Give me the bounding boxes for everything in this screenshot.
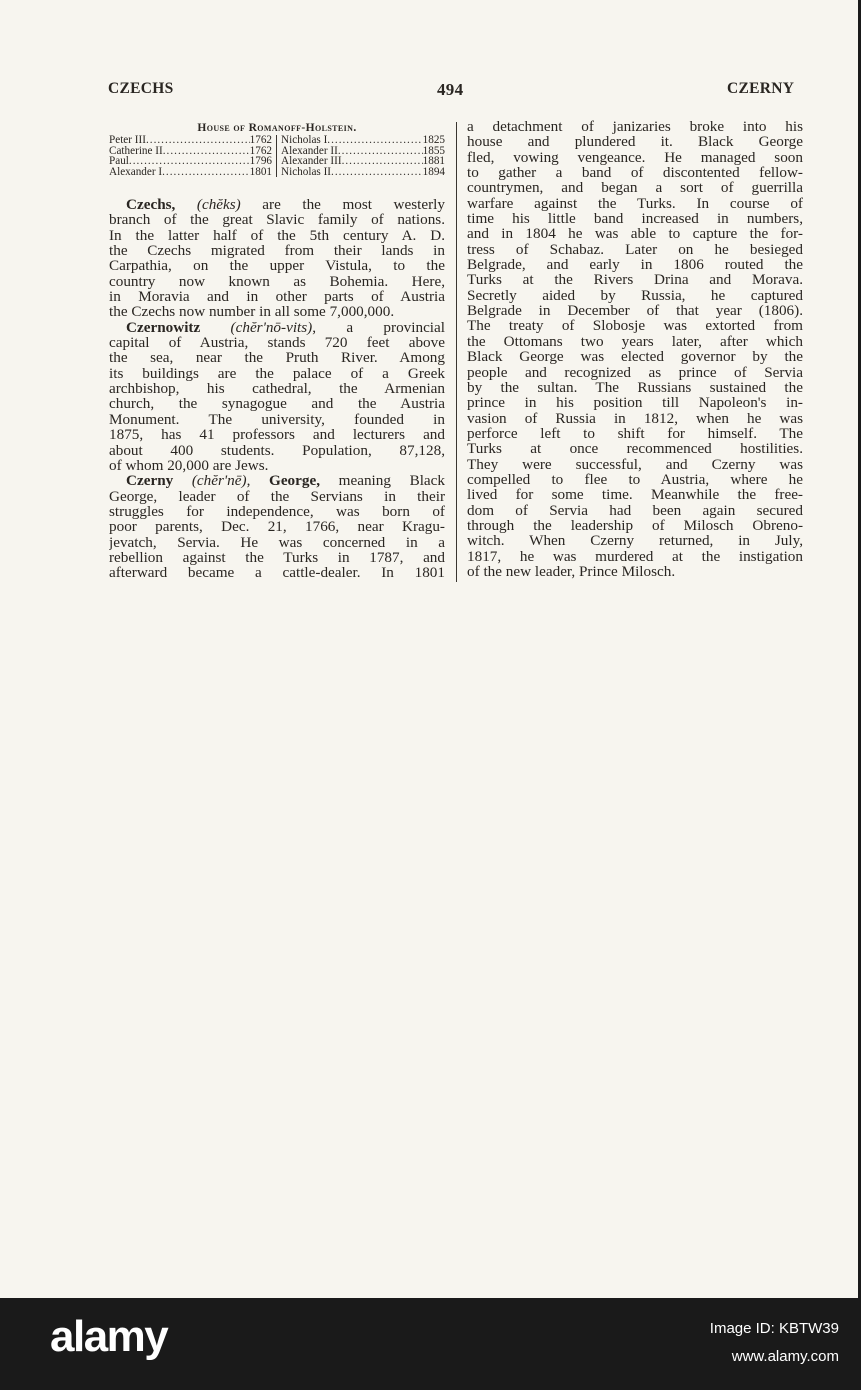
text-line: house and plundered it. Black George (467, 134, 803, 150)
text-line: and in 1804 he was able to capture the for- (467, 226, 803, 242)
text-line: country now known as Bohemia. Here, (109, 273, 445, 290)
text-line: afterward became a cattle-dealer. In 1801 (109, 565, 445, 581)
text-line: the Czechs migrated from their lands in (109, 243, 445, 259)
alamy-logo: alamy (50, 1312, 168, 1361)
text-line: witch. When Czerny returned, in July, (467, 533, 803, 549)
text-line: the Czechs now number in all some 7,000,000. (109, 304, 395, 320)
table-row (109, 146, 445, 157)
text-segment: , (246, 473, 269, 489)
dot-leader (163, 146, 250, 157)
accession-year: 1825 (422, 134, 445, 146)
text-line: Carpathia, on the upper Vistula, to the (109, 258, 445, 274)
table-cell (277, 167, 445, 178)
entry-headword: Czechs, (126, 197, 197, 213)
right-column (467, 119, 803, 579)
text-line: its buildings are the palace of a Greek (109, 365, 445, 382)
text-line: church, the synagogue and the Austria (109, 396, 445, 412)
text-line: by the sultan. The Russians sustained the (467, 379, 803, 396)
text-line: compelled to flee to Austria, where he (467, 471, 803, 488)
text-line: vasion of Russia in 1812, when he was (467, 410, 803, 426)
text-line: lived for some time. Meanwhile the free- (467, 487, 803, 503)
text-segment: are the most westerly (240, 197, 445, 213)
text-line: time his little band increased in numbers, (467, 211, 803, 227)
text-line: Black George was elected governor by the (467, 349, 803, 365)
text-line: fled, vowing vengeance. He managed soon (467, 149, 803, 166)
ruler-name: Nicholas I (281, 134, 328, 146)
text-line: Secretly aided by Russia, he captured (467, 287, 803, 304)
table-cell (277, 135, 445, 146)
text-line: branch of the great Slavic family of nations. (109, 212, 445, 228)
text-line: tress of Schabaz. Later on he besieged (467, 241, 803, 258)
text-line: the sea, near the Pruth River. Among (109, 350, 445, 366)
text-line: rebellion against the Turks in 1787, and (109, 549, 445, 566)
text-line: poor parents, Dec. 21, 1766, near Kragu- (109, 519, 445, 535)
accession-year: 1762 (249, 134, 272, 146)
text-line: Monument. The university, founded in (109, 411, 445, 428)
text-line: 1875, has 41 professors and lecturers and (109, 427, 445, 443)
accession-year: 1894 (422, 165, 445, 178)
text-line: countrymen, and began a sort of guerrilla (467, 180, 803, 196)
table-cell (109, 167, 277, 178)
entry-headword: Czerny (126, 473, 192, 489)
text-line: to gather a band of discontented fellow- (467, 165, 803, 181)
pronunciation: (chĕr'nō-vits) (230, 319, 313, 336)
text-segment: , a provincial (312, 319, 445, 336)
text-line: In the latter half of the 5th century A. D. (109, 227, 445, 244)
ruler-name: Alexander II (281, 144, 338, 157)
text-line: 1817, he was murdered at the instigation (467, 548, 803, 564)
ruler-name: Nicholas II (281, 165, 332, 178)
accession-year: 1796 (249, 155, 272, 168)
image-id: Image ID: KBTW39 (709, 1320, 839, 1337)
text-line: Belgrade in December of that year (1806). (467, 303, 803, 319)
text-line: people and recognized as prince of Servia (467, 364, 803, 380)
dot-leader (327, 135, 422, 146)
romanoff-table (109, 121, 445, 177)
text-line: struggles for independence, was born of (109, 503, 445, 520)
text-line: The treaty of Slobosje was extorted from (467, 318, 803, 334)
accession-year: 1855 (422, 144, 445, 157)
table-row (109, 135, 445, 146)
pronunciation: (chĕks) (196, 197, 241, 213)
text-line: Turks at once recommenced hostilities. (467, 441, 803, 457)
table-title: House of Romanoff-Holstein. (197, 122, 357, 134)
pronunciation: (chĕr'nē) (191, 473, 247, 489)
watermark-bar (0, 1298, 861, 1390)
entry-headword: Czernowitz (126, 319, 231, 336)
left-column (109, 197, 445, 581)
table-row (109, 167, 445, 178)
text-line: a detachment of janizaries broke into his (467, 119, 803, 135)
dot-leader (162, 167, 250, 178)
text-line: warfare against the Turks. In course of (467, 195, 803, 212)
text-line: They were successful, and Czerny was (467, 456, 803, 472)
text-line: archbishop, his cathedral, the Armenian (109, 381, 445, 397)
text-line: of the new leader, Prince Milosch. (467, 563, 676, 580)
text-line: capital of Austria, stands 720 feet above (109, 335, 445, 351)
text-line: Belgrade, and early in 1806 routed the (467, 257, 803, 273)
site-url: www.alamy.com (731, 1348, 839, 1365)
text-segment: meaning Black (320, 473, 445, 489)
text-line: the Ottomans two years later, after which (467, 333, 803, 350)
text-line: prince in his position till Napoleon's in- (467, 395, 803, 411)
dot-leader (338, 146, 423, 157)
dot-leader (331, 167, 423, 178)
dot-leader (146, 135, 250, 146)
ruler-name: Alexander III (281, 155, 342, 168)
ruler-name: Paul (109, 155, 129, 168)
text-line: of whom 20,000 are Jews. (109, 457, 269, 474)
accession-year: 1762 (249, 144, 272, 157)
accession-year: 1881 (422, 155, 445, 168)
text-line: jevatch, Servia. He was concerned in a (109, 534, 445, 550)
ruler-name: Catherine II (109, 144, 163, 157)
running-head-right: CZERNY (727, 80, 795, 97)
running-head-left: CZECHS (108, 80, 174, 97)
text-line: dom of Servia had been again secured (467, 502, 803, 518)
text-line: perforce left to shift for himself. The (467, 425, 803, 442)
accession-year: 1801 (249, 165, 272, 178)
entry-headword: George, (269, 473, 321, 489)
text-line: Turks at the Rivers Drina and Morava. (467, 272, 803, 288)
text-line: through the leadership of Milosch Obreno- (467, 517, 803, 534)
text-line (109, 197, 445, 212)
ruler-name: Alexander I (109, 165, 163, 178)
table-cell (109, 135, 277, 146)
text-line: in Moravia and in other parts of Austria (109, 289, 445, 305)
page-number: 494 (437, 80, 464, 99)
text-line: George, leader of the Servians in their (109, 488, 445, 504)
ruler-name: Peter III (109, 134, 146, 146)
text-line (109, 320, 445, 335)
table-rows (109, 135, 445, 177)
dot-leader (342, 156, 423, 167)
column-divider (456, 122, 457, 582)
text-line (109, 473, 445, 488)
text-line: about 400 students. Population, 87,128, (109, 442, 445, 458)
